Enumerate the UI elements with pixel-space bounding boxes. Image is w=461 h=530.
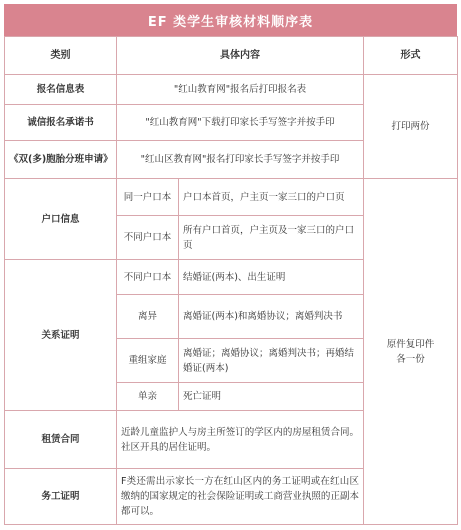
category-cell: 租赁合同 (5, 411, 117, 469)
category-cell: 关系证明 (5, 260, 117, 411)
content-cell: "红山教育网"报名后打印报名表 (117, 75, 364, 105)
content-cell: 户口本首页，户主页一家三口的户口页 (179, 179, 364, 216)
table-row (5, 75, 458, 105)
subcategory-cell: 不同户口本 (117, 260, 179, 295)
subcategory-cell: 离异 (117, 295, 179, 339)
content-cell: "红山区教育网"报名打印家长手写签字并按手印 (117, 141, 364, 179)
subcategory-cell: 重组家庭 (117, 339, 179, 383)
form-original-line2: 各一份 (396, 353, 425, 365)
content-cell: F类还需出示家长一方在红山区内的务工证明或在红山区缴纳的国家规定的社会保险证明或工商营业执照的正副本都可以。 (117, 469, 364, 525)
category-cell: 报名信息表 (5, 75, 117, 105)
header-form: 形式 (364, 37, 458, 75)
content-cell: 离婚证(两本)和离婚协议；离婚判决书 (179, 295, 364, 339)
category-cell: 务工证明 (5, 469, 117, 525)
content-cell: 离婚证；离婚协议；离婚判决书；再婚结婚证(两本) (179, 339, 364, 383)
header-category: 类别 (5, 37, 117, 75)
content-cell: "红山教育网"下载打印家长手写签字并按手印 (117, 105, 364, 141)
content-cell: 所有户口首页，户主页及一家三口的户口页 (179, 216, 364, 260)
category-cell: 诚信报名承诺书 (5, 105, 117, 141)
form-cell-print: 打印两份 (364, 75, 458, 179)
category-cell: 户口信息 (5, 179, 117, 260)
table-header-row (5, 37, 458, 75)
subcategory-cell: 同一户口本 (117, 179, 179, 216)
subcategory-cell: 不同户口本 (117, 216, 179, 260)
content-cell: 近龄儿童监护人与房主所签订的学区内的房屋租赁合同。社区开具的居住证明。 (117, 411, 364, 469)
page-title: EF 类学生审核材料顺序表 (4, 4, 457, 36)
content-cell: 结婚证(两本)、出生证明 (179, 260, 364, 295)
form-original-line1: 原件复印件 (386, 338, 435, 350)
materials-table (4, 36, 458, 525)
header-content: 具体内容 (117, 37, 364, 75)
category-cell: 《双(多)胞胎分班申请》 (5, 141, 117, 179)
table-row (5, 179, 458, 216)
content-cell: 死亡证明 (179, 383, 364, 411)
subcategory-cell: 单亲 (117, 383, 179, 411)
form-cell-original (364, 179, 458, 525)
